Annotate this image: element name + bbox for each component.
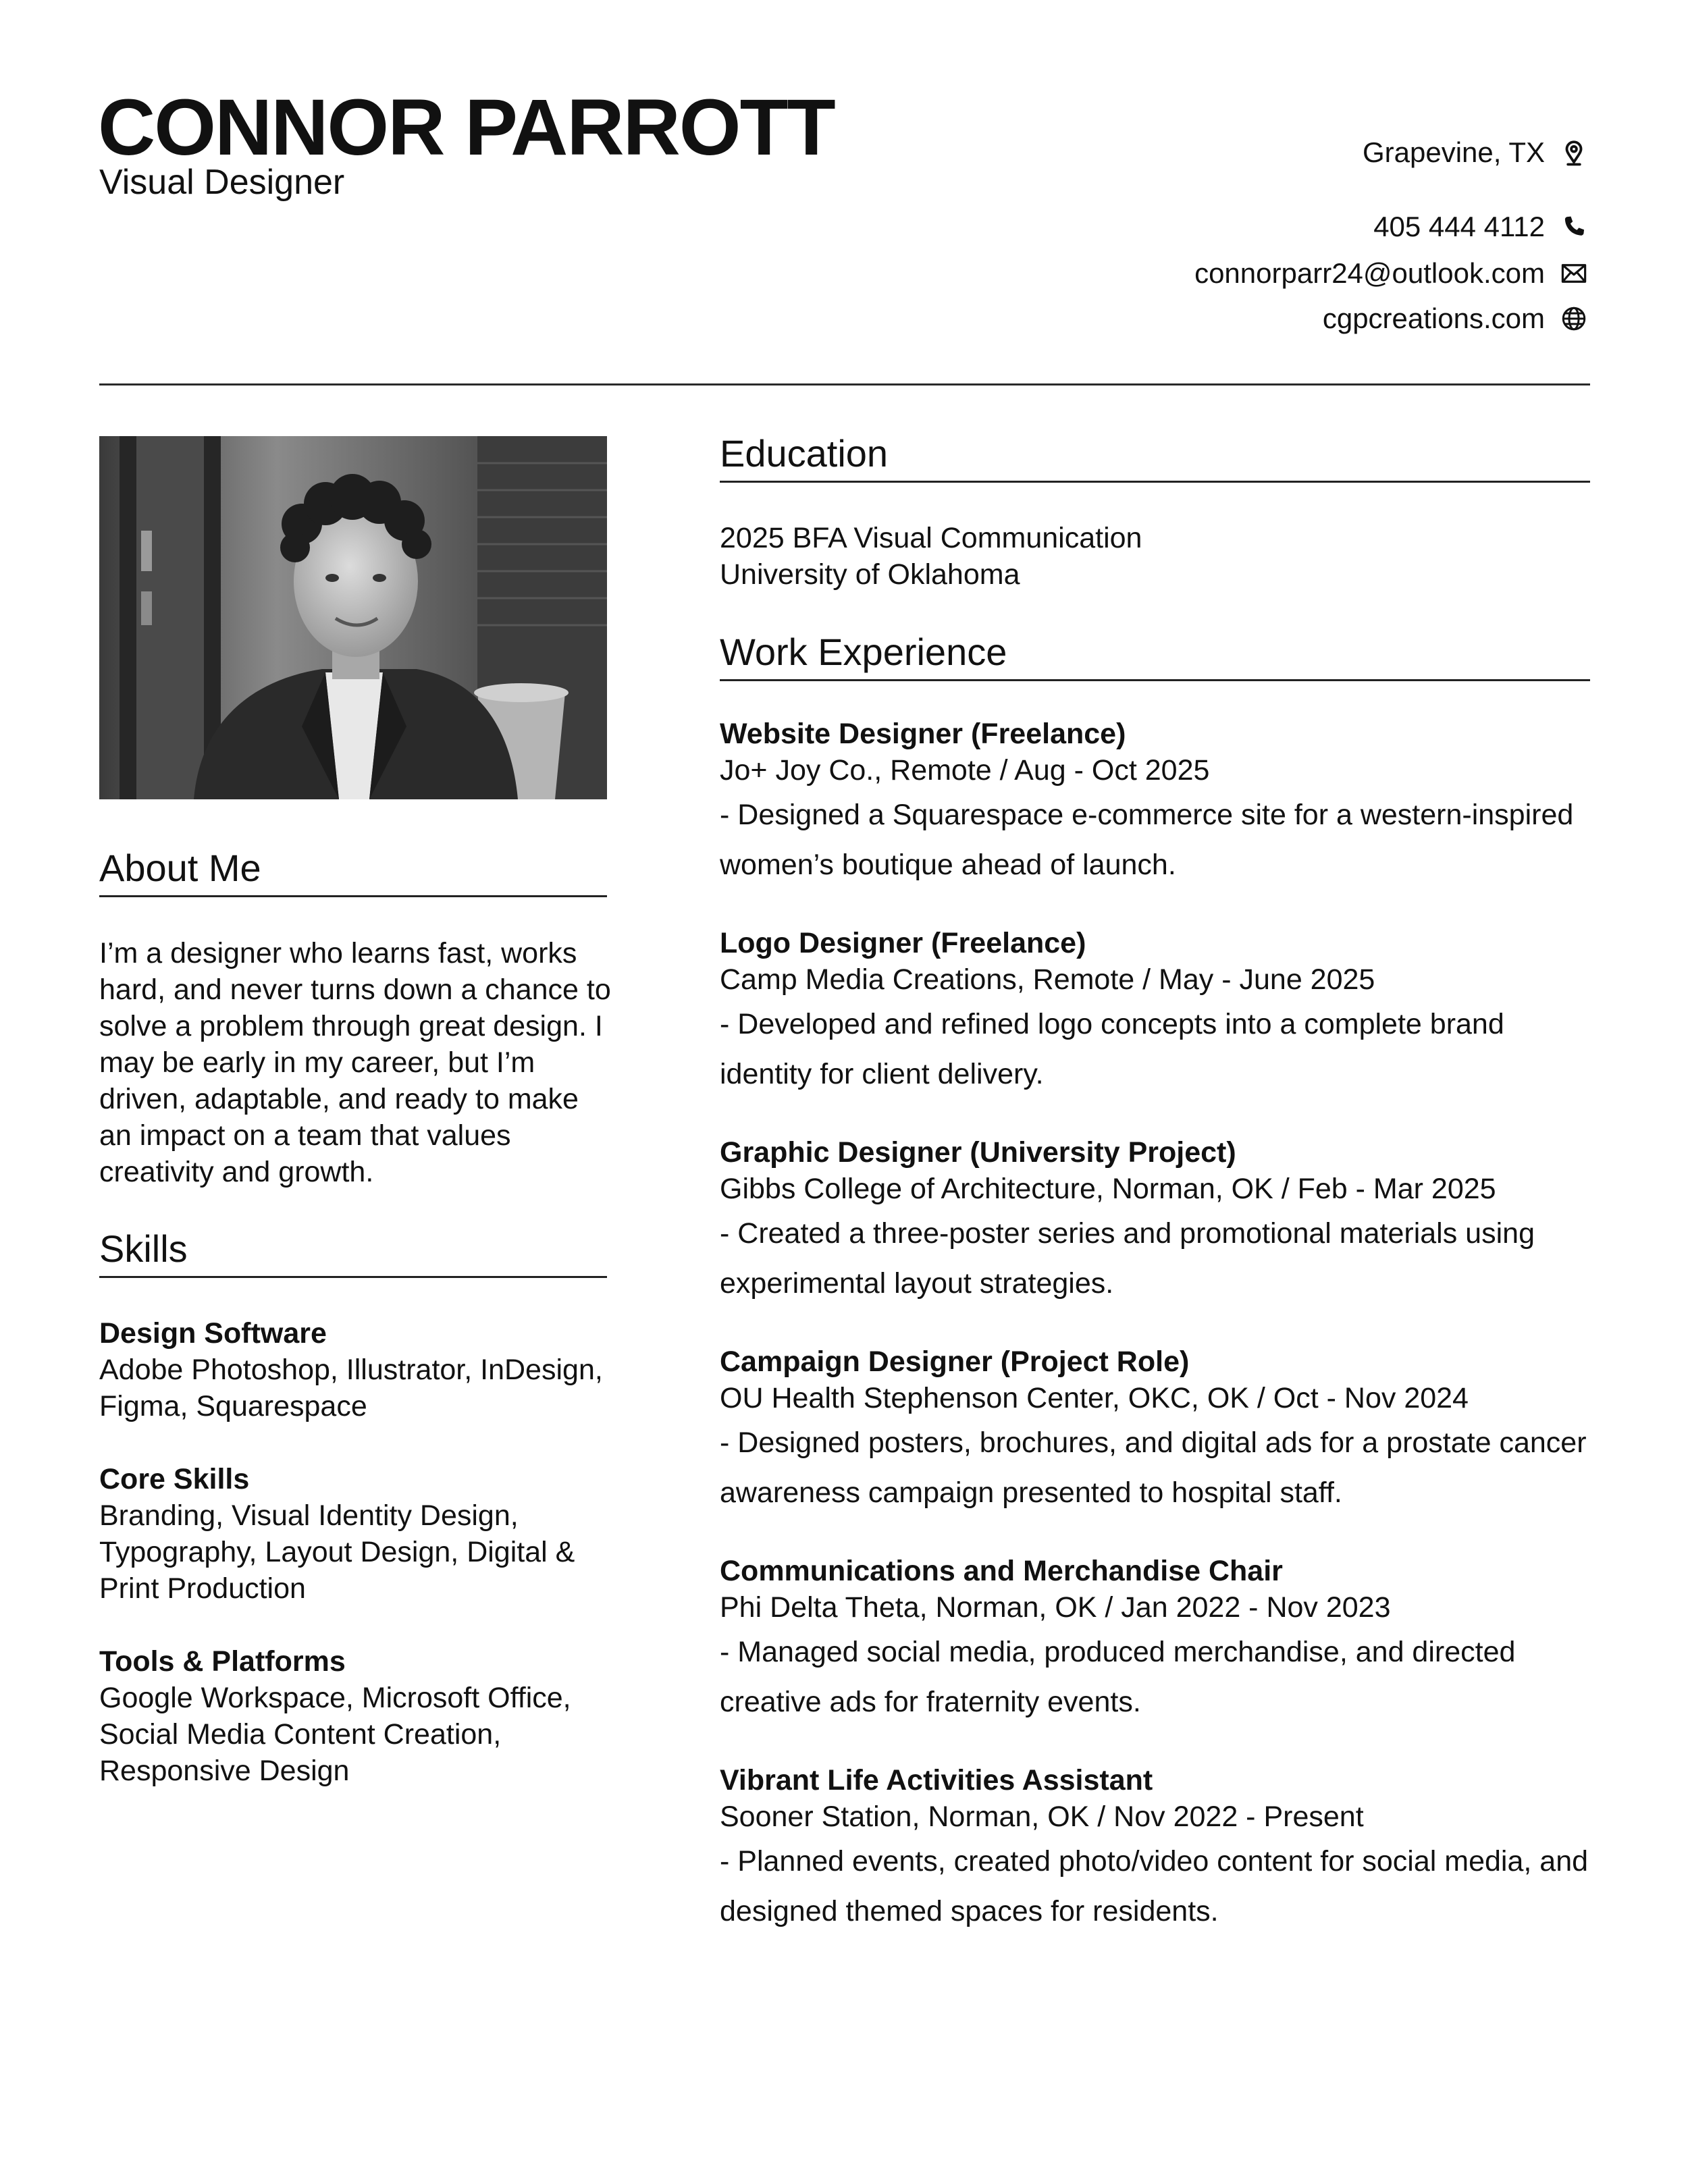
- header-divider: [99, 383, 1590, 385]
- skill-group-title: Design Software: [99, 1317, 327, 1350]
- job-entry: [720, 1134, 1590, 1308]
- job-title: Graphic Designer (University Project): [720, 1136, 1236, 1169]
- job-org: Jo+ Joy Co., Remote / Aug - Oct 2025: [720, 754, 1210, 787]
- about-heading: About Me: [99, 849, 607, 897]
- job-org: Camp Media Creations, Remote / May - June 2025: [720, 963, 1375, 996]
- job-description: - Managed social media, produced merchandise, and directed creative ads for fraternity events.: [720, 1636, 1516, 1718]
- skill-group-title: Core Skills: [99, 1463, 250, 1495]
- skill-group-text: Branding, Visual Identity Design, Typography, Layout Design, Digital & Print Production: [99, 1499, 575, 1605]
- job-org: OU Health Stephenson Center, OKC, OK / Oct - Nov 2024: [720, 1382, 1469, 1414]
- envelope-icon: [1560, 259, 1588, 288]
- job-title: Vibrant Life Activities Assistant: [720, 1764, 1153, 1796]
- skill-group: [99, 1315, 612, 1424]
- job-entry: [720, 716, 1590, 890]
- email-text: connorparr24@outlook.com: [1194, 257, 1545, 289]
- job-org: Sooner Station, Norman, OK / Nov 2022 - Present: [720, 1801, 1364, 1833]
- contact-location: [1363, 138, 1588, 167]
- phone-icon: [1560, 213, 1588, 241]
- contact-phone: [1373, 213, 1588, 241]
- location-text: Grapevine, TX: [1362, 136, 1545, 168]
- skill-group-text: Adobe Photoshop, Illustrator, InDesign, Figma, Squarespace: [99, 1354, 603, 1422]
- education-school: University of Oklahoma: [720, 558, 1020, 591]
- job-org: Gibbs College of Architecture, Norman, OK / Feb - Mar 2025: [720, 1173, 1496, 1205]
- website-text: cgpcreations.com: [1322, 302, 1545, 334]
- job-title: Campaign Designer (Project Role): [720, 1346, 1190, 1378]
- job-title: Communications and Merchandise Chair: [720, 1555, 1283, 1587]
- job-entry: [720, 1553, 1590, 1727]
- skills-heading: Skills: [99, 1230, 607, 1278]
- job-description: - Created a three-poster series and promotional materials using experimental layout strategies.: [720, 1217, 1535, 1300]
- education-heading: Education: [720, 435, 1590, 483]
- contact-email: [1194, 259, 1588, 288]
- job-description: - Designed posters, brochures, and digital ads for a prostate cancer awareness campaign presented to hospital staff.: [720, 1427, 1587, 1509]
- globe-icon: [1560, 304, 1588, 333]
- job-title: Website Designer (Freelance): [720, 718, 1126, 750]
- job-title: Logo Designer (Freelance): [720, 927, 1086, 959]
- education-entry: [720, 520, 1590, 593]
- candidate-name: CONNOR PARROTT: [98, 83, 835, 172]
- skill-group: [99, 1461, 612, 1607]
- profile-photo: [99, 436, 607, 799]
- job-entry: [720, 1343, 1590, 1518]
- work-list: [720, 716, 1590, 1971]
- job-description: - Designed a Squarespace e-commerce site for a western-inspired women’s boutique ahead of launch.: [720, 799, 1574, 881]
- contact-website: [1323, 304, 1588, 333]
- job-org: Phi Delta Theta, Norman, OK / Jan 2022 - Nov 2023: [720, 1591, 1391, 1624]
- job-description: - Developed and refined logo concepts into a complete brand identity for client delivery.: [720, 1008, 1504, 1090]
- phone-text: 405 444 4112: [1373, 211, 1545, 242]
- location-pin-icon: [1560, 138, 1588, 167]
- skill-group-title: Tools & Platforms: [99, 1645, 346, 1678]
- about-text: I’m a designer who learns fast, works hard, and never turns down a chance to solve a problem through great design. I may be early in my career, but I’m driven, adaptable, and ready to make an impact on a team that values creativity and growth.: [99, 937, 611, 1188]
- education-degree: 2025 BFA Visual Communication: [720, 522, 1142, 554]
- skill-group-text: Google Workspace, Microsoft Office, Social Media Content Creation, Responsive Design: [99, 1682, 571, 1787]
- job-entry: [720, 1762, 1590, 1936]
- work-heading: Work Experience: [720, 633, 1590, 681]
- skill-group: [99, 1643, 612, 1789]
- job-entry: [720, 925, 1590, 1099]
- candidate-role: Visual Designer: [99, 163, 345, 202]
- job-description: - Planned events, created photo/video content for social media, and designed themed spaces for residents.: [720, 1845, 1589, 1927]
